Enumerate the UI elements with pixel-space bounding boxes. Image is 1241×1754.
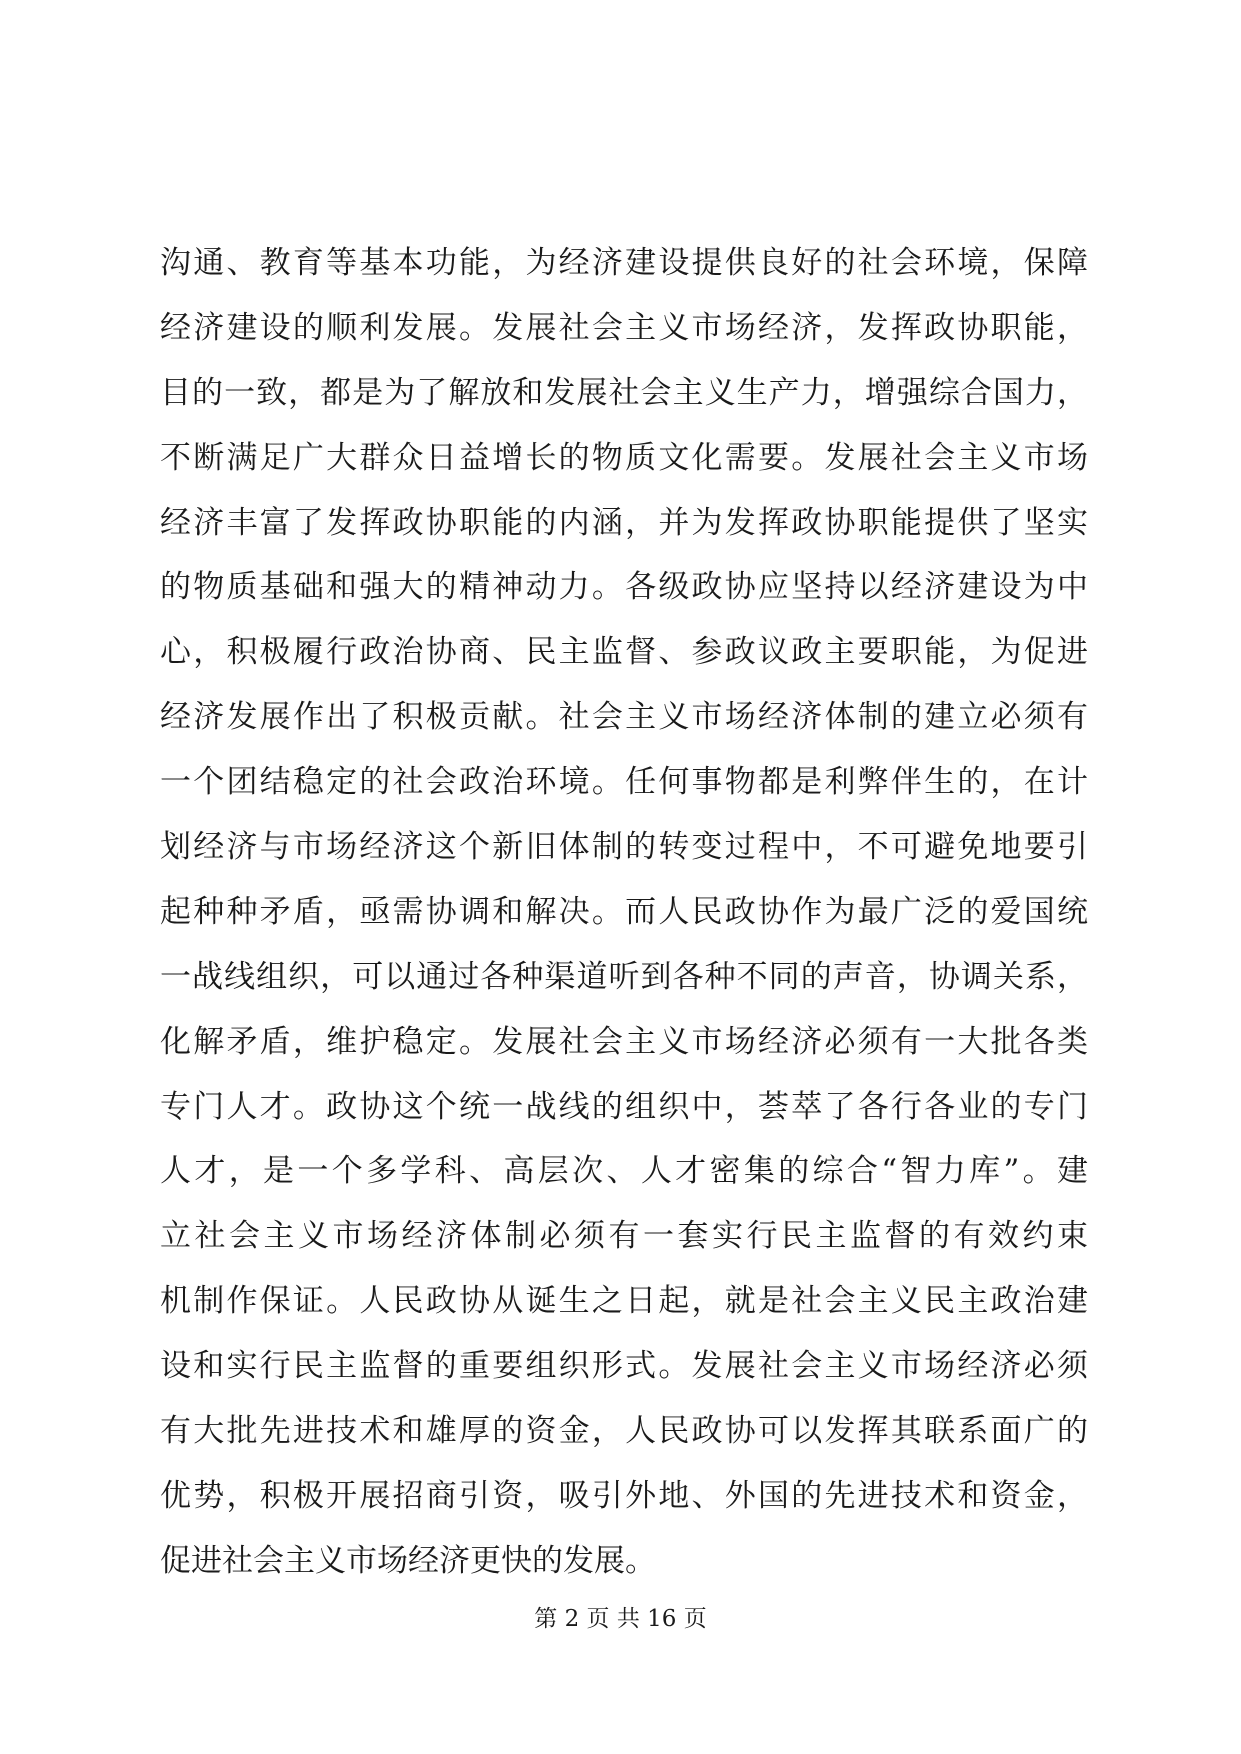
text-line: 沟通、教育等基本功能，为经济建设提供良好的社会环境，保障 bbox=[160, 245, 1088, 281]
text-line: 起种种矛盾，亟需协调和解决。而人民政协作为最广泛的爱国统 bbox=[160, 893, 1088, 930]
body-paragraph bbox=[160, 231, 1088, 1594]
text-line: 人才，是一个多学科、高层次、人才密集的综合“智力库”。建 bbox=[160, 1153, 1088, 1190]
text-line: 心，积极履行政治协商、民主监督、参政议政主要职能，为促进 bbox=[160, 634, 1088, 671]
text-line: 经济丰富了发挥政协职能的内涵，并为发挥政协职能提供了坚实 bbox=[160, 504, 1088, 541]
text-line: 机制作保证。人民政协从诞生之日起，就是社会主义民主政治建 bbox=[160, 1283, 1088, 1320]
text-line: 的物质基础和强大的精神动力。各级政协应坚持以经济建设为中 bbox=[160, 569, 1088, 606]
text-line: 立社会主义市场经济体制必须有一套实行民主监督的有效约束 bbox=[160, 1218, 1088, 1255]
text-line: 优势，积极开展招商引资，吸引外地、外国的先进技术和资金， bbox=[160, 1477, 1088, 1514]
text-line: 有大批先进技术和雄厚的资金，人民政协可以发挥其联系面广的 bbox=[160, 1413, 1088, 1450]
text-line: 专门人才。政协这个统一战线的组织中，荟萃了各行各业的专门 bbox=[160, 1088, 1088, 1125]
text-line: 促进社会主义市场经济更快的发展。 bbox=[160, 1542, 656, 1579]
text-line: 目的一致，都是为了解放和发展社会主义生产力，增强综合国力， bbox=[160, 374, 1088, 411]
text-line: 化解矛盾，维护稳定。发展社会主义市场经济必须有一大批各类 bbox=[160, 1023, 1088, 1060]
text-line: 划经济与市场经济这个新旧体制的转变过程中，不可避免地要引 bbox=[160, 829, 1088, 866]
page-number-footer: 第 2 页 共 16 页 bbox=[534, 1606, 707, 1632]
text-line: 一战线组织，可以通过各种渠道听到各种不同的声音，协调关系， bbox=[160, 958, 1088, 995]
text-line: 不断满足广大群众日益增长的物质文化需要。发展社会主义市场 bbox=[160, 439, 1088, 476]
text-line: 设和实行民主监督的重要组织形式。发展社会主义市场经济必须 bbox=[160, 1348, 1088, 1385]
text-line: 经济发展作出了积极贡献。社会主义市场经济体制的建立必须有 bbox=[160, 699, 1088, 736]
text-line: 一个团结稳定的社会政治环境。任何事物都是利弊伴生的，在计 bbox=[160, 764, 1088, 801]
text-line: 经济建设的顺利发展。发展社会主义市场经济，发挥政协职能， bbox=[160, 309, 1088, 346]
